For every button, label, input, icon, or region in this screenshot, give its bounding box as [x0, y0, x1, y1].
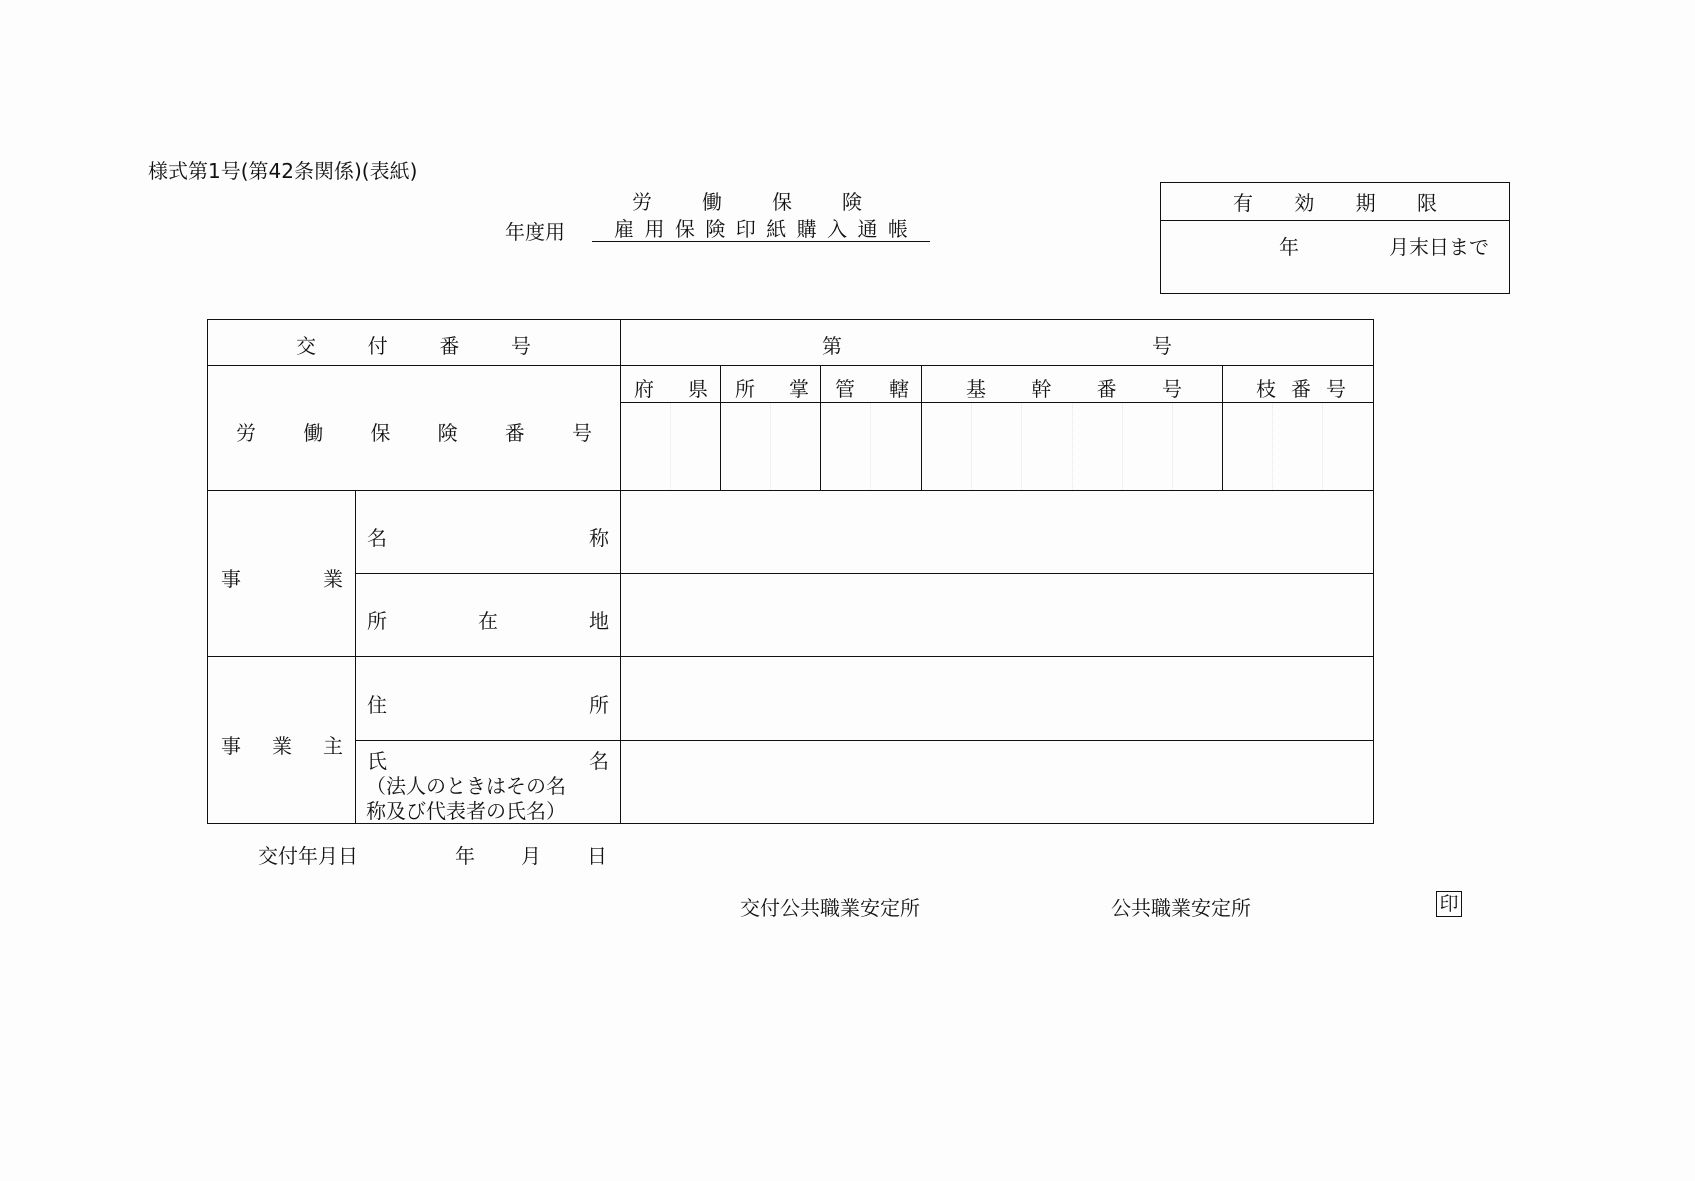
label-char: 管 [835, 377, 855, 401]
label-char: 所 [589, 693, 609, 717]
title-char: 購 [796, 216, 817, 241]
office-name-label: 公共職業安定所 [1111, 896, 1251, 920]
table-line [207, 490, 1374, 491]
title-line2 [592, 216, 930, 242]
employer-address-label [367, 689, 609, 718]
table-line [207, 365, 1374, 366]
label-char: 事 [221, 734, 241, 758]
year-label: 年度用 [505, 220, 565, 244]
digit-separator [1322, 403, 1323, 490]
label-char: 基 [966, 377, 986, 401]
label-char: 轄 [889, 377, 909, 401]
column-base-number [966, 373, 1182, 402]
digit-separator [1172, 403, 1173, 490]
label-char: 番 [1291, 377, 1311, 401]
label-char: 県 [688, 377, 708, 401]
label-char: 号 [1161, 377, 1182, 401]
title-char: 労 [632, 190, 652, 214]
label-char: 氏 [367, 749, 387, 773]
label-char: 号 [1326, 377, 1346, 401]
label-char: 業 [272, 734, 292, 758]
label-char: 幹 [1031, 377, 1052, 401]
table-line [355, 740, 1374, 741]
issue-number-suffix: 号 [1152, 334, 1172, 358]
form-number: 様式第1号(第42条関係)(表紙) [148, 159, 418, 183]
digit-separator [1072, 403, 1073, 490]
digit-separator [1272, 403, 1273, 490]
table-line [620, 402, 1374, 403]
label-char: 所 [367, 609, 387, 633]
issue-month-label: 月 [521, 844, 541, 868]
column-prefecture [634, 373, 708, 402]
table-line [620, 319, 621, 824]
table-line [921, 365, 922, 491]
label-char: 業 [323, 567, 343, 591]
title-char: 険 [842, 190, 862, 214]
title-char: 通 [857, 216, 878, 241]
label-char: 事 [221, 567, 241, 591]
label-char: 番 [1096, 377, 1117, 401]
validity-month-label: 月末日まで [1389, 235, 1489, 259]
column-jurisdiction-type [735, 373, 809, 402]
title-char: 保 [772, 190, 792, 214]
business-name-label [367, 522, 609, 551]
digit-separator [1021, 403, 1022, 490]
title-char: 険 [705, 216, 726, 241]
label-char: 名 [589, 749, 609, 773]
label-char: 険 [437, 421, 458, 445]
digit-separator [971, 403, 972, 490]
label-char: 名 [367, 526, 387, 550]
business-label [221, 563, 343, 592]
table-line [207, 656, 1374, 657]
label-char: 在 [478, 609, 498, 633]
label-char: 地 [589, 609, 609, 633]
issuing-office-label: 交付公共職業安定所 [740, 896, 920, 920]
title-char: 紙 [766, 216, 787, 241]
issue-number-prefix: 第 [822, 334, 842, 358]
title-char: 入 [827, 216, 848, 241]
insurance-number-label [236, 417, 592, 446]
issue-day-label: 日 [587, 844, 607, 868]
label-char: 付 [367, 334, 388, 358]
label-char: 番 [439, 334, 460, 358]
validity-header-char: 期 [1355, 191, 1376, 215]
employer-name-note-line1: （法人のときはその名 [366, 774, 566, 798]
validity-header [1161, 183, 1509, 221]
title-char: 保 [674, 216, 695, 241]
label-char: 号 [510, 334, 531, 358]
digit-separator [1122, 403, 1123, 490]
digit-separator [870, 403, 871, 490]
employer-label [221, 730, 343, 759]
label-char: 住 [367, 693, 387, 717]
title-char: 雇 [614, 216, 634, 241]
label-char: 労 [236, 421, 256, 445]
label-char: 所 [735, 377, 755, 401]
validity-header-char: 効 [1294, 191, 1315, 215]
title-char: 用 [644, 216, 665, 241]
seal-mark: 印 [1436, 891, 1462, 917]
label-char: 番 [504, 421, 525, 445]
table-line [1222, 365, 1223, 491]
issue-year-label: 年 [455, 844, 475, 868]
label-char: 主 [323, 734, 343, 758]
validity-year-label: 年 [1279, 235, 1299, 259]
title-char: 帳 [887, 216, 908, 241]
business-location-label [367, 605, 609, 634]
label-char: 府 [634, 377, 654, 401]
issue-date-label: 交付年月日 [258, 844, 358, 868]
table-line [820, 365, 821, 491]
label-char: 掌 [789, 377, 809, 401]
issue-number-label [296, 330, 531, 359]
title-line1 [632, 186, 862, 215]
column-branch-number [1256, 373, 1346, 402]
table-line [1373, 319, 1374, 824]
digit-separator [770, 403, 771, 490]
label-char: 交 [296, 334, 316, 358]
label-char: 称 [589, 526, 609, 550]
validity-header-char: 有 [1233, 191, 1253, 215]
validity-header-char: 限 [1416, 191, 1437, 215]
table-line [207, 319, 208, 824]
digit-separator [670, 403, 671, 490]
table-line [355, 490, 356, 824]
table-line [720, 365, 721, 491]
table-line [355, 573, 1374, 574]
table-line [207, 319, 1374, 320]
employer-name-note-line2: 称及び代表者の氏名） [366, 799, 566, 823]
label-char: 号 [571, 421, 592, 445]
title-char: 印 [735, 216, 756, 241]
label-char: 枝 [1256, 377, 1276, 401]
title-char: 働 [702, 190, 722, 214]
validity-box [1160, 182, 1510, 294]
label-char: 働 [303, 421, 324, 445]
label-char: 保 [370, 421, 391, 445]
column-jurisdiction [835, 373, 909, 402]
